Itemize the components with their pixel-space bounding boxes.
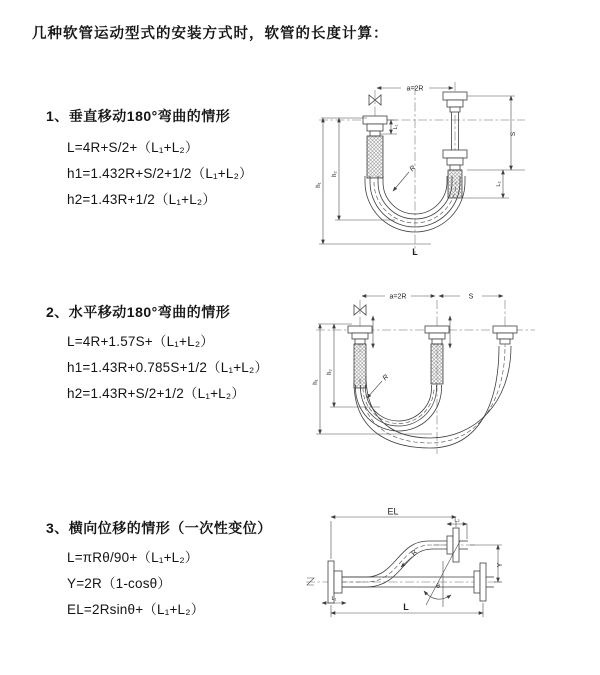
angle-theta: [424, 541, 460, 607]
centerlines: [319, 82, 525, 254]
radius-callout: [367, 374, 390, 398]
dimension-l1: [322, 596, 346, 603]
dim-label-s: S: [468, 293, 474, 301]
dimension-el: [331, 507, 456, 560]
dimension-l: [331, 602, 483, 617]
section-3-formula-l: L=πRθ/90+（L₁+L₂）: [67, 550, 199, 565]
dim-label-l: L: [403, 602, 409, 612]
diagram-vertical-movement: [313, 70, 583, 260]
section-3-heading: 3、横向位移的情形（一次性变位）: [46, 520, 272, 536]
flange-fitting-left: [348, 326, 372, 388]
dim-label-l1: L₁: [393, 124, 399, 130]
section-1-formula-h2: h2=1.43R+1/2（L₁+L₂）: [67, 192, 217, 207]
angle-label: θ: [436, 583, 440, 590]
section-1-formula-h1: h1=1.432R+S/2+1/2（L₁+L₂）: [67, 166, 253, 181]
radius-label: R: [408, 164, 418, 174]
dim-label-l2: L₂: [496, 181, 502, 187]
radius-label: R: [381, 373, 391, 383]
dimension-a-2r: [377, 86, 453, 93]
diagram-lateral-displacement: [298, 505, 588, 650]
section-3-formula-y: Y=2R（1-cosθ）: [67, 576, 172, 591]
dimension-s-l2: [462, 96, 525, 198]
section-2-formula-l: L=4R+1.57S+（L₁+L₂）: [67, 334, 214, 349]
dimension-a2r-s: [362, 294, 503, 301]
dim-label-l2: L₂: [454, 517, 460, 524]
dim-label-y: Y: [497, 562, 504, 568]
dim-label-a2r: a=2R: [406, 85, 424, 93]
hose-u-loop-position1: [356, 385, 442, 431]
flange-fitting-left: [363, 116, 387, 178]
section-1-heading: 1、垂直移动180°弯曲的情形: [46, 108, 231, 124]
dim-label-h1: h₁: [316, 182, 322, 188]
section-3-formula-el: EL=2Rsinθ+（L₁+L₂）: [67, 602, 205, 617]
dim-label-h2: h₂: [327, 369, 333, 375]
diagram-horizontal-movement: [310, 282, 595, 462]
hose-displaced-position: [342, 541, 447, 587]
braided-hose-middle: [431, 344, 443, 384]
section-1-formula-l: L=4R+S/2+（L₁+L₂）: [67, 140, 199, 155]
flange-fitting-middle: [425, 326, 449, 384]
radius-callout: [393, 165, 417, 191]
section-2-heading: 2、水平移动180°弯曲的情形: [46, 304, 231, 320]
braided-hose-left: [367, 136, 383, 178]
dim-label-a2r: a=2R: [389, 293, 407, 301]
dim-label-h1: h₁: [313, 379, 319, 385]
radius-label: R: [410, 549, 420, 558]
flange-fitting-right: [493, 326, 517, 344]
centerline-break-symbol: [307, 578, 314, 585]
section-2-formula-h1: h1=1.43R+0.785S+1/2（L₁+L₂）: [67, 360, 269, 375]
dim-label-el: EL: [387, 506, 399, 517]
page-title: 几种软管运动型式的安装方式时，软管的长度计算：: [32, 26, 389, 42]
dim-label-h2: h₂: [332, 171, 338, 177]
dim-label-s: S: [510, 131, 517, 137]
dim-label-l1: L₁: [331, 596, 337, 602]
section-2-formula-h2: h2=1.43R+S/2+1/2（L₁+L₂）: [67, 386, 246, 401]
flange-right-upper: [447, 528, 468, 562]
dim-label-l-total: L: [412, 247, 418, 257]
